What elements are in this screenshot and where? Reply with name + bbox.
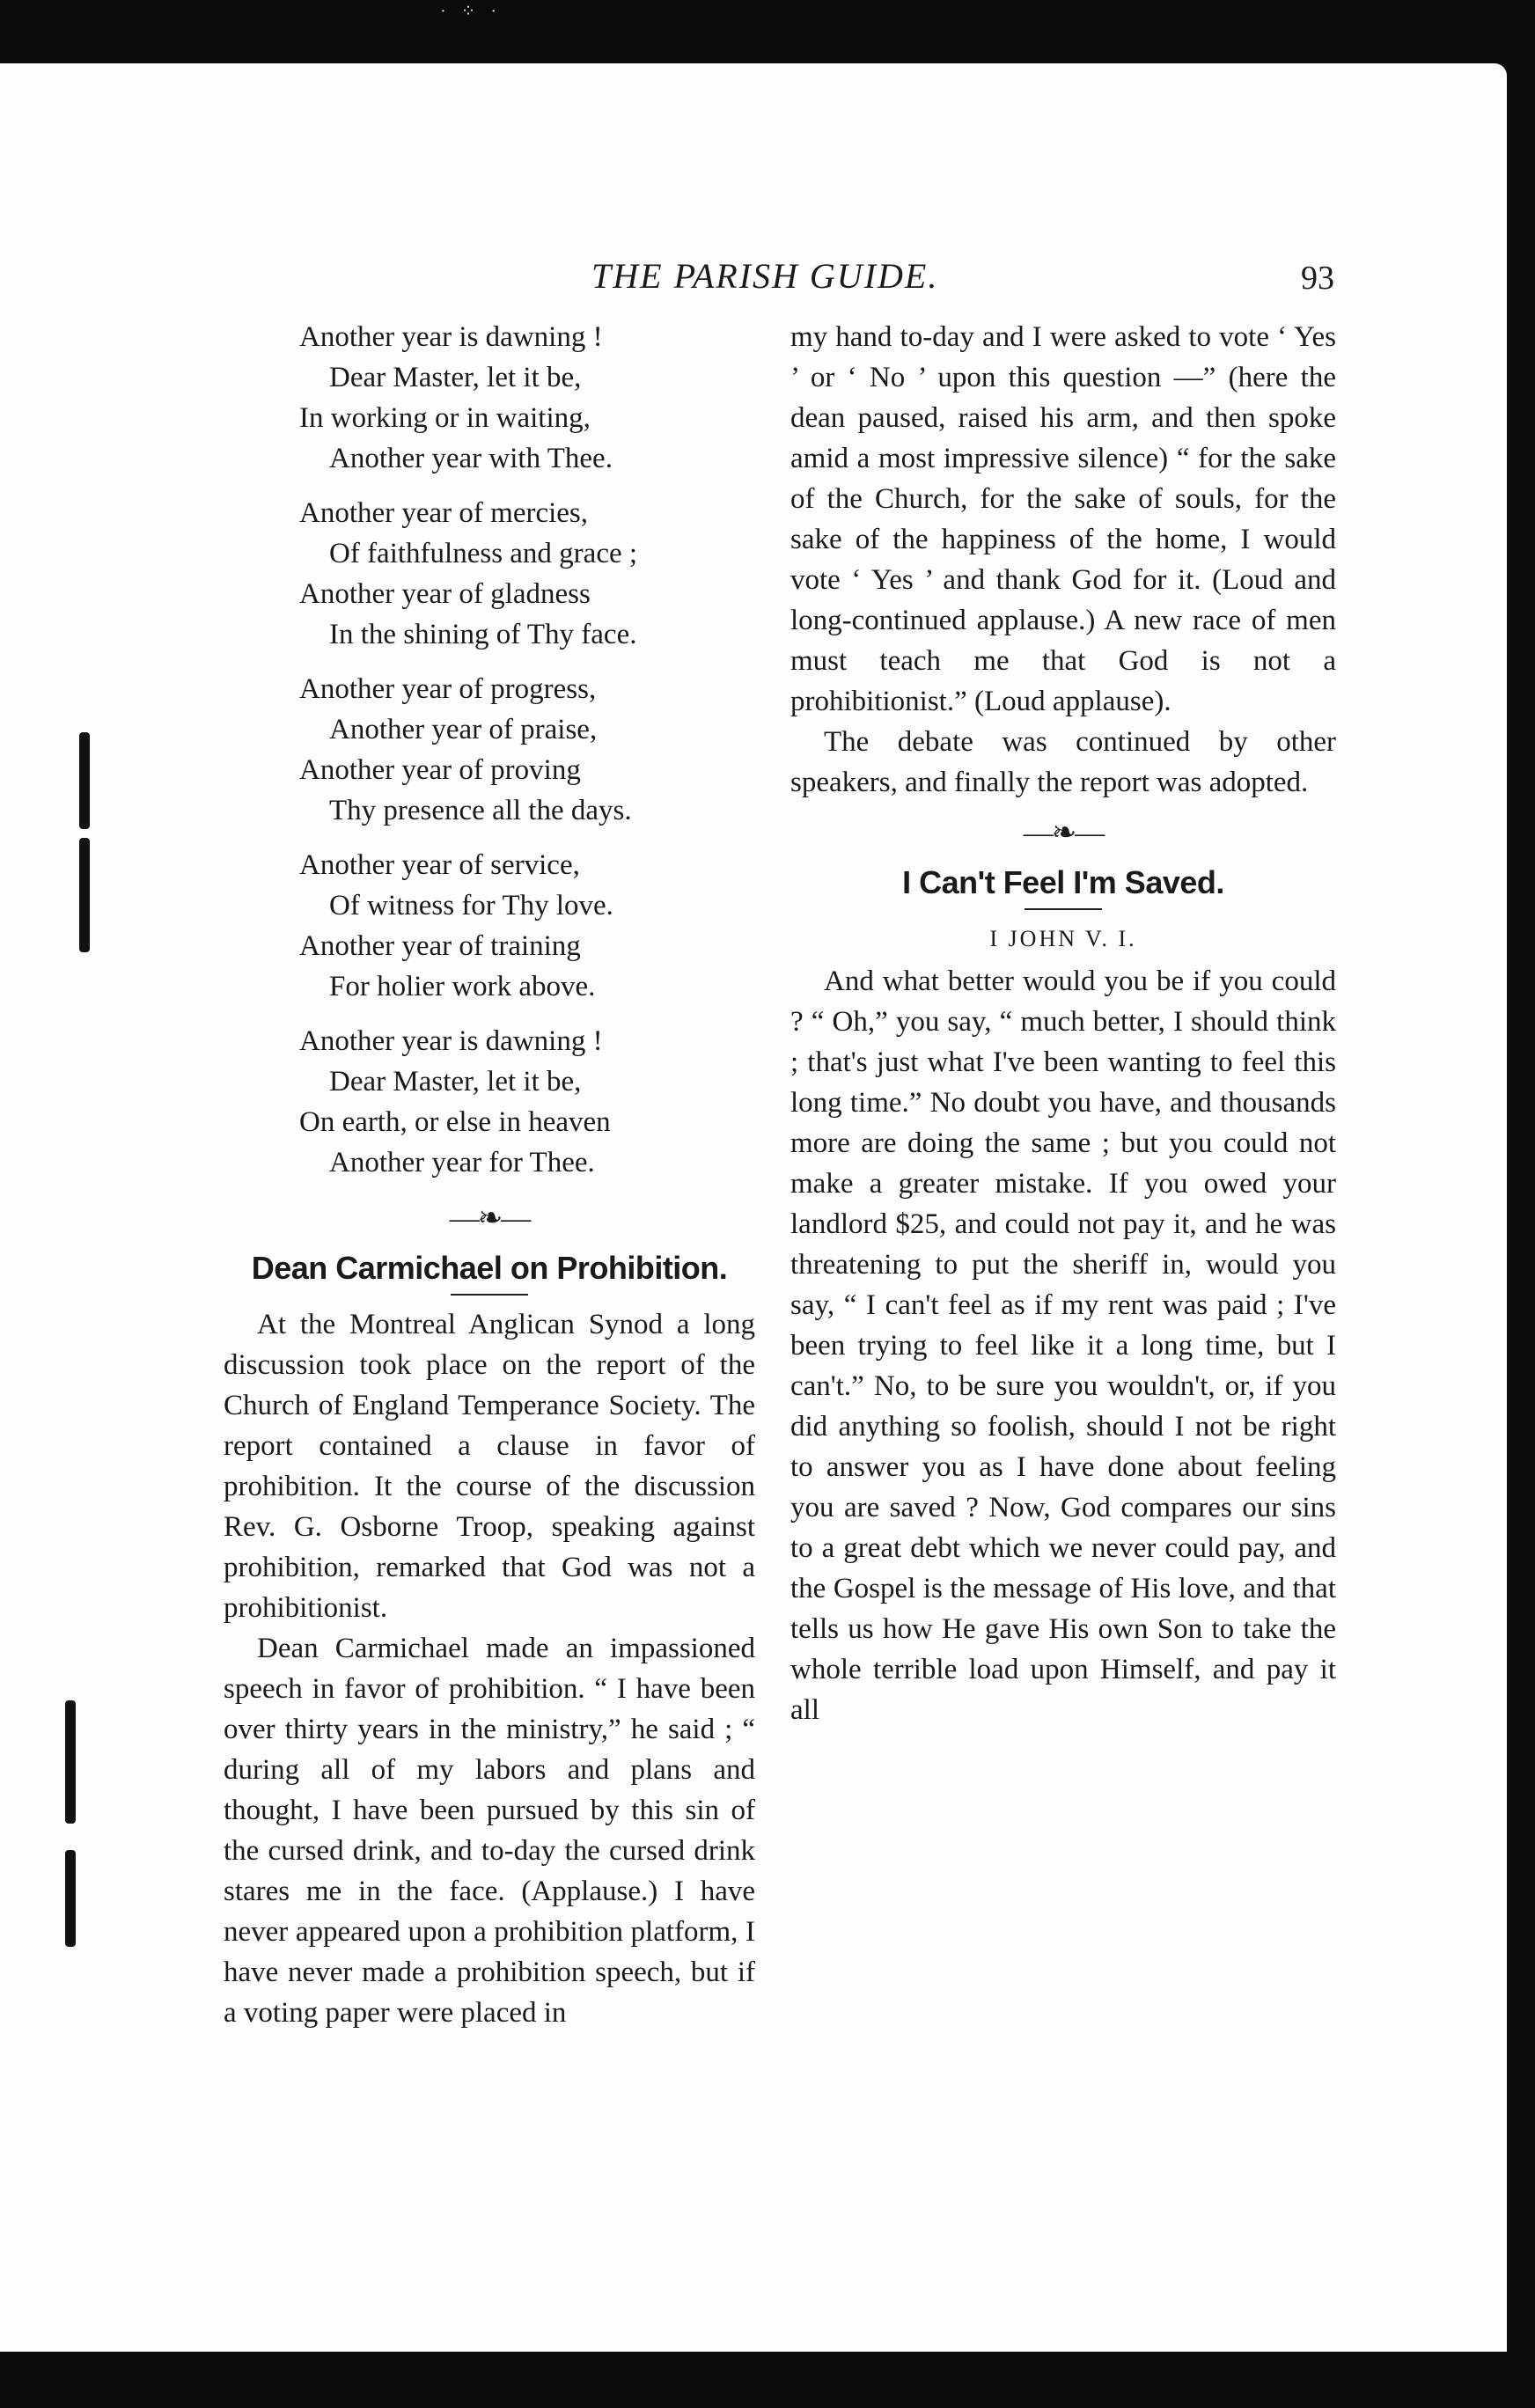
poem-line: In the shining of Thy face. [329, 619, 637, 650]
binding-mark [65, 1700, 76, 1824]
article-paragraph: And what better would you be if you could ? “ Oh,” you say, “ much better, I should think ; that's just what I've been wanting to feel this long time.” No doubt you have, and thousands more are doing the same ; but you could not make a greater mistake. If you owed your landlord $25, and could not pay it, and he was threatening to put the sheriff in, would you say, “ I can't feel as if my rent was paid ; I've been trying to feel like it a long time, but I can't.” No, to be sure you wouldn't, or, if you did anything so foolish, should I not be right to answer you as I have done about feeling you are saved ? Now, God compares our sins to a great debt which we never could pay, and the Gospel is the message of His love, and that tells us how He gave His own Son to take the whole terrible load upon Himself, and pay it all [790, 965, 1336, 1726]
running-head [0, 248, 1507, 301]
poem-line: Another year with Thee. [329, 443, 613, 474]
headline-rule [451, 1294, 528, 1296]
poem-line: Another year of gladness [299, 578, 591, 610]
binding-mark [65, 1850, 76, 1947]
poem-line: Another year for Thee. [329, 1147, 595, 1178]
poem-line: Another year is dawning ! [299, 321, 603, 353]
poem-line: Another year of proving [299, 754, 581, 786]
article-headline: I Can't Feel I'm Saved. [902, 864, 1224, 900]
poem-line: Another year of mercies, [299, 497, 589, 529]
poem-stanza [299, 669, 755, 831]
poem-line: Of witness for Thy love. [329, 890, 613, 921]
binding-mark [79, 838, 90, 952]
poem-line: Dear Master, let it be, [329, 1066, 582, 1098]
article-paragraph: At the Montreal Anglican Synod a long discussion took place on the report of the Church of England Temperance Society. The report contained a clause in favor of prohibition. It the course of the discussion Rev. G. Osborne Troop, speaking against prohibition, remarked that God was not a prohibitionist. [224, 1309, 755, 1624]
publication-title: THE PARISH GUIDE. [591, 256, 939, 296]
poem-line: Another year is dawning ! [299, 1025, 603, 1057]
poem-line: Thy presence all the days. [329, 795, 632, 826]
poem [224, 317, 755, 1183]
poem-stanza [299, 1021, 755, 1183]
poem-line: For holier work above. [329, 971, 596, 1002]
poem-line: Dear Master, let it be, [329, 362, 582, 393]
scan-specks: · ⁘ · [440, 2, 503, 21]
poem-line: Of faithfulness and grace ; [329, 538, 638, 569]
poem-stanza [299, 317, 755, 479]
right-column [790, 317, 1336, 1730]
article-headline: Dean Carmichael on Prohibition. [251, 1250, 728, 1286]
poem-line: On earth, or else in heaven [299, 1106, 611, 1138]
poem-line: Another year of progress, [299, 673, 597, 705]
article-paragraph-continued: my hand to-day and I were asked to vote ‘ Yes ’ or ‘ No ’ upon this question —” (here the dean paused, raised his arm, and then spoke amid a most impressive silence) “ for the sake of the Church, for the sake of souls, for the sake of the happiness of the home, I would vote ‘ Yes ’ and thank God for it. (Loud and long-continued applause.) A new race of men must teach me that God is not a prohibitionist.” (Loud applause). [790, 321, 1336, 717]
poem-line: In working or in waiting, [299, 402, 591, 434]
page-number: 93 [1301, 260, 1334, 297]
binding-mark [79, 732, 90, 829]
poem-stanza [299, 493, 755, 655]
left-column [224, 317, 755, 2033]
ornament-divider-icon: —❧— [1023, 817, 1104, 849]
headline-rule [1025, 908, 1102, 910]
scanned-page [0, 63, 1507, 2352]
poem-line: Another year of training [299, 930, 581, 962]
scripture-reference: I JOHN V. I. [989, 926, 1137, 951]
poem-line: Another year of service, [299, 849, 580, 881]
article-paragraph: The debate was continued by other speakers, and finally the report was adopted. [790, 726, 1336, 798]
poem-line: Another year of praise, [329, 714, 598, 745]
poem-stanza [299, 845, 755, 1007]
ornament-divider-icon: —❧— [449, 1202, 530, 1235]
article-paragraph: Dean Carmichael made an impassioned speech in favor of prohibition. “ I have been over thirty years in the ministry,” he said ; “ during all of my labors and plans and thought, I have been pursued by this sin of the cursed drink, and to-day the cursed drink stares me in the face. (Applause.) I have never appeared upon a prohibition platform, I have never made a prohibition speech, but if a voting paper were placed in [224, 1633, 755, 2029]
